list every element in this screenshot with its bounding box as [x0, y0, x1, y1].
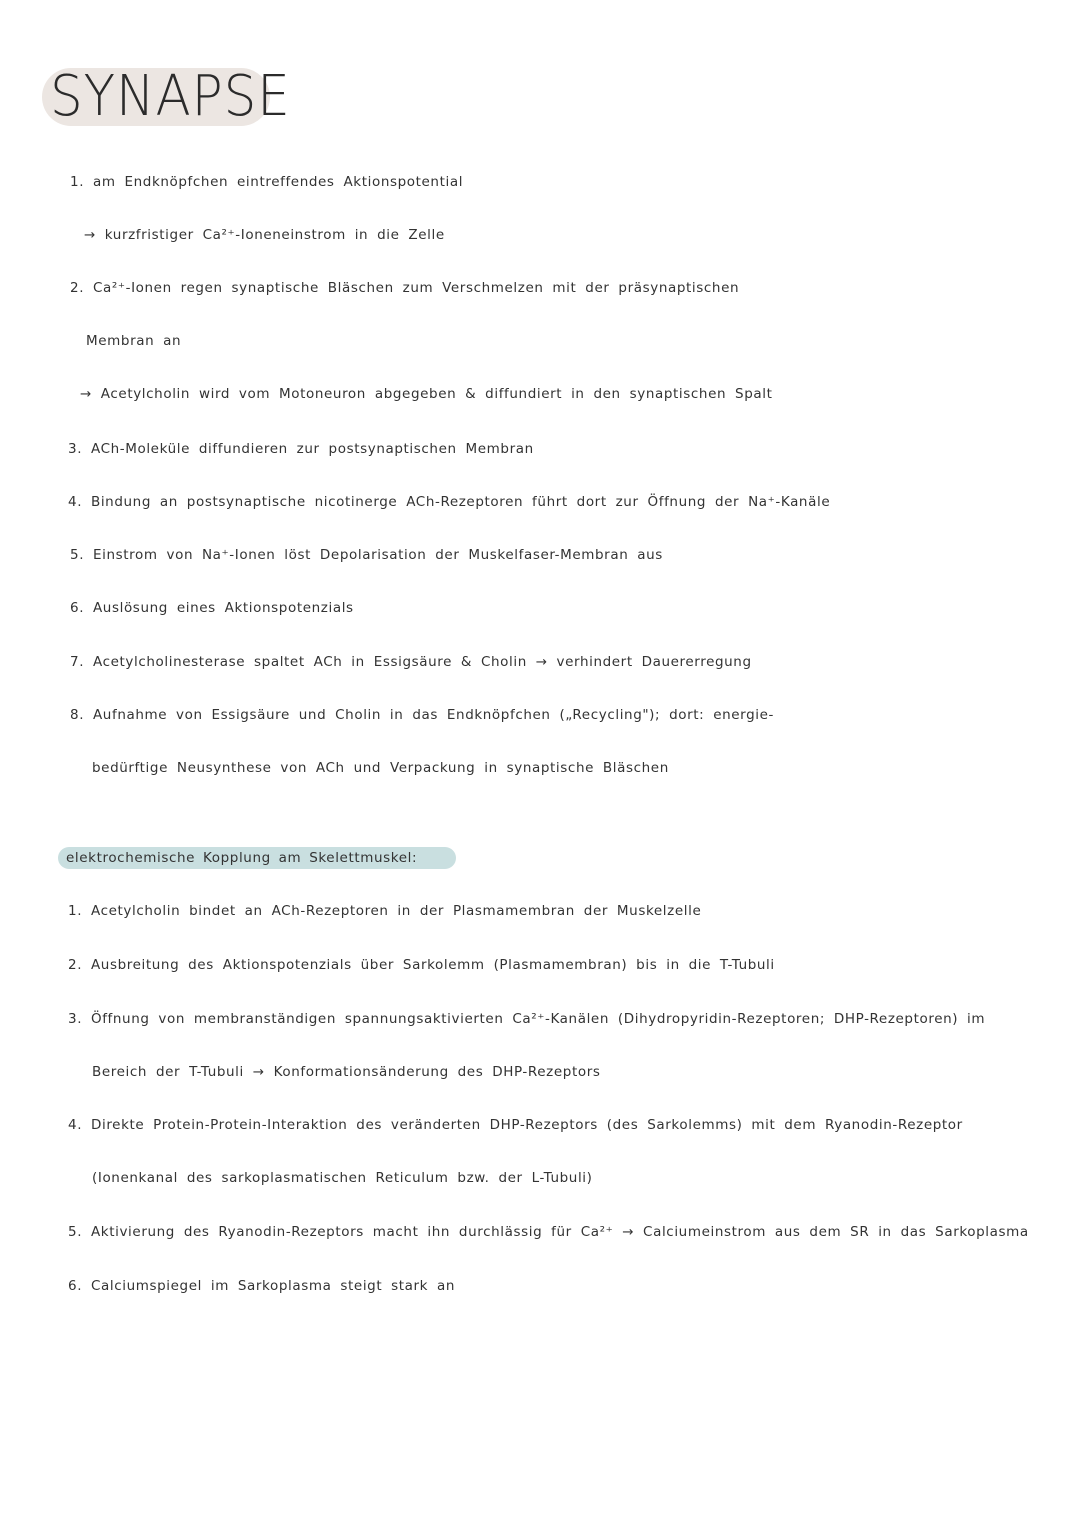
coupling-step-1: 1. Acetylcholin bindet an ACh-Rezeptoren in der Plasmamembran der Muskelzelle	[68, 903, 702, 919]
coupling-step-3-cont: Bereich der T-Tubuli → Konformationsänderung des DHP-Rezeptors	[92, 1064, 601, 1080]
synapse-step-5: 5. Einstrom von Na⁺-Ionen löst Depolarisation der Muskelfaser-Membran aus	[70, 547, 663, 563]
coupling-step-4: 4. Direkte Protein-Protein-Interaktion des veränderten DHP-Rezeptors (des Sarkolemms) mit dem Ryanodin-Rezeptor	[68, 1117, 963, 1133]
synapse-step-4: 4. Bindung an postsynaptische nicotinerge ACh-Rezeptoren führt dort zur Öffnung der Na⁺-Kanäle	[68, 494, 831, 510]
synapse-step-3: 3. ACh-Moleküle diffundieren zur postsynaptischen Membran	[68, 441, 534, 457]
synapse-step-2-result: → Acetylcholin wird vom Motoneuron abgegeben & diffundiert in den synaptischen Spalt	[80, 386, 773, 402]
synapse-step-8: 8. Aufnahme von Essigsäure und Cholin in das Endknöpfchen („Recycling"); dort: energie-	[70, 707, 774, 723]
coupling-step-2: 2. Ausbreitung des Aktionspotenzials über Sarkolemm (Plasmamembran) bis in die T-Tubuli	[68, 957, 775, 973]
synapse-step-7: 7. Acetylcholinesterase spaltet ACh in Essigsäure & Cholin → verhindert Dauererregung	[70, 654, 752, 670]
page-title: SYNAPSE	[50, 64, 291, 129]
synapse-step-8-cont: bedürftige Neusynthese von ACh und Verpackung in synaptische Bläschen	[92, 760, 669, 776]
synapse-step-6: 6. Auslösung eines Aktionspotenzials	[70, 600, 354, 616]
synapse-step-1-result: → kurzfristiger Ca²⁺-Ioneneinstrom in die Zelle	[84, 227, 445, 243]
coupling-step-4-cont: (Ionenkanal des sarkoplasmatischen Reticulum bzw. der L-Tubuli)	[92, 1170, 593, 1186]
synapse-step-2-cont: Membran an	[86, 333, 182, 349]
coupling-step-5: 5. Aktivierung des Ryanodin-Rezeptors macht ihn durchlässig für Ca²⁺ → Calciumeinstrom aus dem SR in das Sarkoplasma	[68, 1224, 1029, 1240]
coupling-step-6: 6. Calciumspiegel im Sarkoplasma steigt stark an	[68, 1278, 456, 1294]
synapse-step-2: 2. Ca²⁺-Ionen regen synaptische Bläschen zum Verschmelzen mit der präsynaptischen	[70, 280, 740, 296]
synapse-step-1: 1. am Endknöpfchen eintreffendes Aktionspotential	[70, 174, 464, 190]
coupling-step-3: 3. Öffnung von membranständigen spannungsaktivierten Ca²⁺-Kanälen (Dihydropyridin-Rezeptoren; DHP-Rezeptoren) im	[68, 1011, 986, 1027]
section-heading: elektrochemische Kopplung am Skelettmuskel:	[66, 850, 418, 866]
